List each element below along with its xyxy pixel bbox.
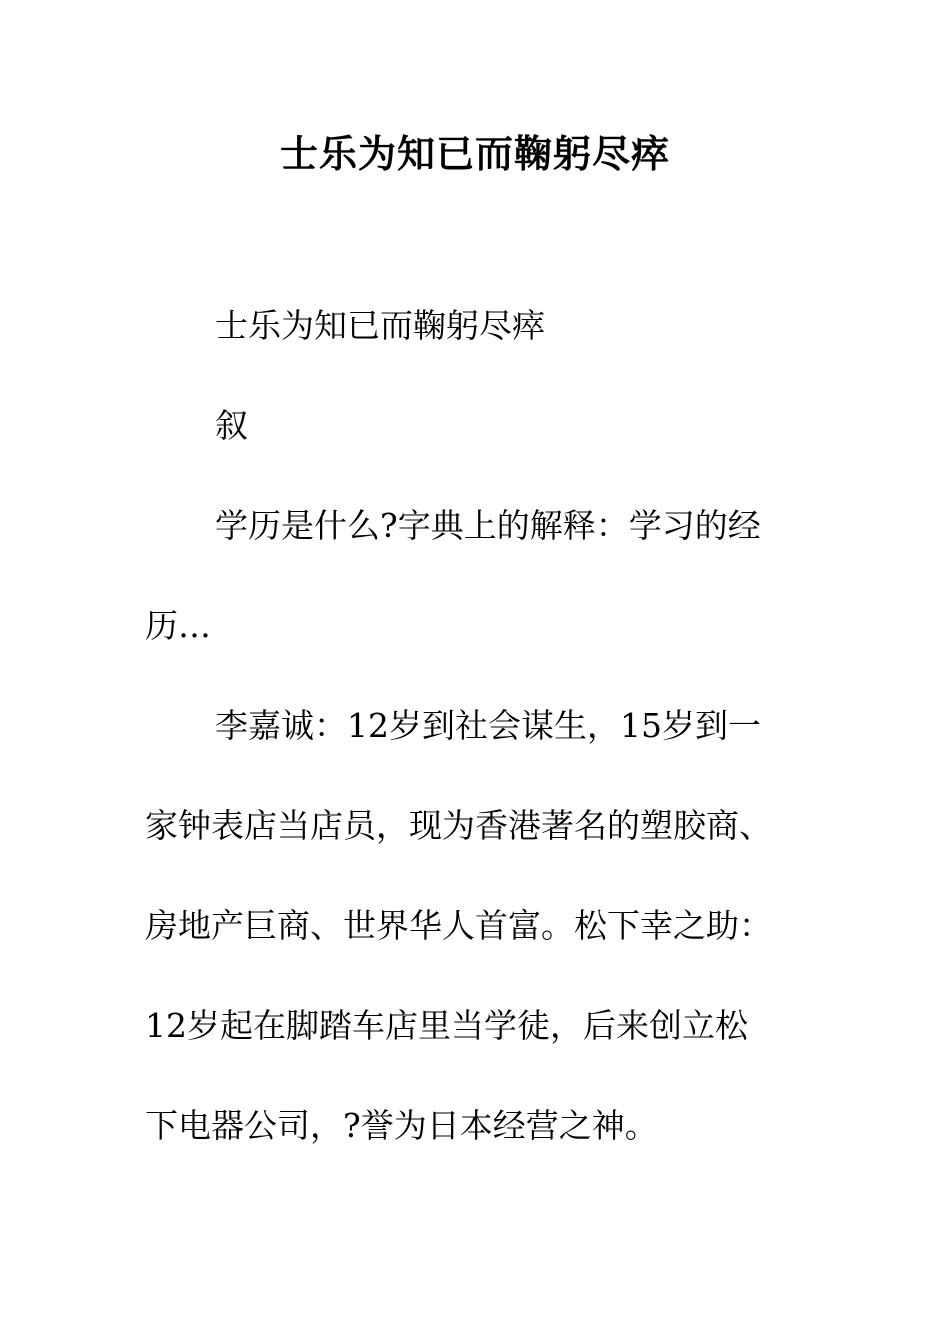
paragraph-line: 李嘉诚：12岁到社会谋生，15岁到一 xyxy=(215,706,761,745)
paragraph-subtitle: 士乐为知已而鞠躬尽瘁 xyxy=(215,306,545,345)
paragraph-line: 家钟表店当店员，现为香港著名的塑胶商、 xyxy=(145,806,772,845)
paragraph-line: 学历是什么?字典上的解释：学习的经 xyxy=(215,506,761,545)
paragraph-line: 历… xyxy=(145,606,211,645)
document-title: 士乐为知已而鞠躬尽瘁 xyxy=(279,131,670,176)
paragraph-preface-heading: 叙 xyxy=(215,406,248,445)
paragraph-line: 下电器公司，?誉为日本经营之神。 xyxy=(145,1106,658,1145)
paragraph-line: 12岁起在脚踏车店里当学徒，后来创立松 xyxy=(145,1006,748,1045)
paragraph-line: 房地产巨商、世界华人首富。松下幸之助： xyxy=(145,906,772,945)
